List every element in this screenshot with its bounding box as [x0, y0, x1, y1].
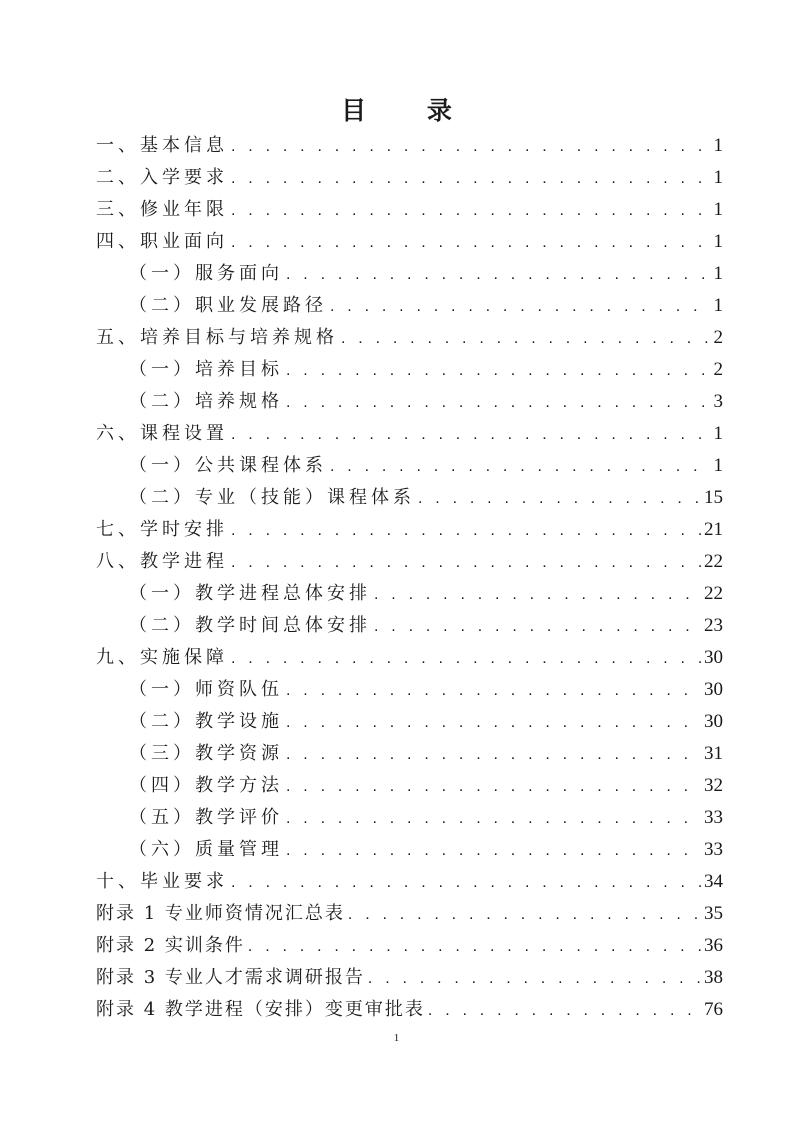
- toc-entry-label: 八、教学进程: [96, 551, 228, 572]
- toc-entry-page-number: 1: [713, 295, 723, 316]
- toc-entry-page-number: 22: [704, 551, 723, 572]
- toc-dot-leader: [286, 259, 711, 291]
- toc-entry-label: （六）质量管理: [129, 839, 283, 860]
- toc-entry-label: 十、毕业要求: [96, 871, 228, 892]
- toc-entry[interactable]: [96, 290, 723, 322]
- toc-entry-label: （二）教学设施: [129, 711, 283, 732]
- toc-dot-leader: [368, 963, 701, 995]
- toc-entry-page-number: 2: [713, 327, 723, 348]
- toc-entry[interactable]: [96, 706, 723, 738]
- toc-entry-label: 六、课程设置: [96, 423, 228, 444]
- toc-entry-label: （二）专业（技能）课程体系: [129, 487, 415, 508]
- toc-entry-label: （一）服务面向: [129, 263, 283, 284]
- toc-dot-leader: [286, 355, 711, 387]
- toc-dot-leader: [348, 899, 701, 931]
- toc-entry[interactable]: [96, 258, 723, 290]
- toc-dot-leader: [231, 867, 701, 899]
- toc-dot-leader: [341, 323, 711, 355]
- toc-entry-label: （一）师资队伍: [129, 679, 283, 700]
- toc-entry-page-number: 21: [704, 519, 723, 540]
- toc-entry[interactable]: [96, 770, 723, 802]
- toc-dot-leader: [248, 931, 701, 963]
- toc-dot-leader: [231, 547, 701, 579]
- toc-entry-label: 七、学时安排: [96, 519, 228, 540]
- toc-entry-page-number: 15: [704, 487, 723, 508]
- toc-dot-leader: [286, 675, 701, 707]
- toc-entry-label: 二、入学要求: [96, 167, 228, 188]
- toc-entry-page-number: 1: [713, 231, 723, 252]
- toc-entry[interactable]: [96, 994, 723, 1026]
- toc-entry[interactable]: [96, 322, 723, 354]
- toc-entry[interactable]: [96, 386, 723, 418]
- toc-dot-leader: [231, 227, 711, 259]
- toc-entry-page-number: 23: [704, 615, 723, 636]
- table-of-contents: [96, 130, 723, 1026]
- toc-entry-page-number: 22: [704, 583, 723, 604]
- toc-entry-page-number: 36: [704, 935, 723, 956]
- toc-entry[interactable]: [96, 802, 723, 834]
- toc-entry[interactable]: [96, 866, 723, 898]
- toc-entry-label: （一）公共课程体系: [129, 455, 327, 476]
- toc-entry-label: 九、实施保障: [96, 647, 228, 668]
- toc-entry-label: 附录 2 实训条件: [96, 935, 245, 956]
- toc-dot-leader: [231, 163, 711, 195]
- toc-dot-leader: [418, 483, 701, 515]
- toc-dot-leader: [231, 643, 701, 675]
- toc-entry[interactable]: [96, 930, 723, 962]
- toc-entry-page-number: 76: [704, 999, 723, 1020]
- toc-entry[interactable]: [96, 642, 723, 674]
- toc-entry-page-number: 1: [713, 135, 723, 156]
- toc-entry-label: （一）教学进程总体安排: [129, 583, 371, 604]
- toc-entry-label: （一）培养目标: [129, 359, 283, 380]
- toc-entry-label: 五、培养目标与培养规格: [96, 327, 338, 348]
- toc-entry[interactable]: [96, 130, 723, 162]
- toc-entry[interactable]: [96, 578, 723, 610]
- toc-entry[interactable]: [96, 610, 723, 642]
- toc-entry-label: 附录 1 专业师资情况汇总表: [96, 903, 345, 924]
- toc-entry-label: （五）教学评价: [129, 807, 283, 828]
- toc-entry-page-number: 35: [704, 903, 723, 924]
- toc-entry[interactable]: [96, 194, 723, 226]
- toc-entry-label: 三、修业年限: [96, 199, 228, 220]
- toc-entry-label: 一、基本信息: [96, 135, 228, 156]
- toc-entry-page-number: 30: [704, 647, 723, 668]
- toc-entry-page-number: 30: [704, 711, 723, 732]
- toc-entry-page-number: 34: [704, 871, 723, 892]
- toc-entry[interactable]: [96, 898, 723, 930]
- toc-entry-page-number: 30: [704, 679, 723, 700]
- toc-dot-leader: [428, 995, 701, 1027]
- toc-dot-leader: [330, 291, 711, 323]
- toc-dot-leader: [231, 419, 711, 451]
- toc-entry[interactable]: [96, 226, 723, 258]
- toc-entry[interactable]: [96, 674, 723, 706]
- toc-entry[interactable]: [96, 834, 723, 866]
- toc-entry[interactable]: [96, 962, 723, 994]
- toc-entry-page-number: 1: [713, 423, 723, 444]
- toc-entry[interactable]: [96, 482, 723, 514]
- toc-entry[interactable]: [96, 418, 723, 450]
- page-title: 目 录: [341, 96, 478, 125]
- toc-entry-label: （二）教学时间总体安排: [129, 615, 371, 636]
- toc-entry-page-number: 3: [713, 391, 723, 412]
- toc-entry-page-number: 38: [704, 967, 723, 988]
- toc-entry-page-number: 33: [704, 839, 723, 860]
- toc-entry-page-number: 31: [704, 743, 723, 764]
- toc-dot-leader: [286, 707, 701, 739]
- toc-dot-leader: [286, 387, 711, 419]
- toc-entry[interactable]: [96, 162, 723, 194]
- toc-dot-leader: [286, 739, 701, 771]
- toc-entry[interactable]: [96, 514, 723, 546]
- toc-dot-leader: [231, 131, 711, 163]
- toc-entry[interactable]: [96, 450, 723, 482]
- toc-entry-label: （二）培养规格: [129, 391, 283, 412]
- toc-entry-page-number: 1: [713, 455, 723, 476]
- toc-entry-page-number: 33: [704, 807, 723, 828]
- toc-entry-page-number: 2: [713, 359, 723, 380]
- toc-dot-leader: [231, 515, 701, 547]
- toc-dot-leader: [374, 611, 701, 643]
- toc-entry-label: （二）职业发展路径: [129, 295, 327, 316]
- toc-dot-leader: [286, 771, 701, 803]
- toc-dot-leader: [286, 835, 701, 867]
- footer-page-number: 1: [393, 1032, 400, 1044]
- toc-entry-label: 附录 3 专业人才需求调研报告: [96, 967, 365, 988]
- toc-dot-leader: [374, 579, 701, 611]
- toc-entry-page-number: 32: [704, 775, 723, 796]
- toc-entry-label: （三）教学资源: [129, 743, 283, 764]
- toc-entry-label: 附录 4 教学进程（安排）变更审批表: [96, 999, 425, 1020]
- toc-entry-page-number: 1: [713, 263, 723, 284]
- toc-dot-leader: [330, 451, 711, 483]
- toc-entry[interactable]: [96, 546, 723, 578]
- toc-entry[interactable]: [96, 738, 723, 770]
- toc-entry-page-number: 1: [713, 167, 723, 188]
- toc-entry[interactable]: [96, 354, 723, 386]
- toc-dot-leader: [286, 803, 701, 835]
- toc-entry-label: 四、职业面向: [96, 231, 228, 252]
- toc-dot-leader: [231, 195, 711, 227]
- toc-entry-label: （四）教学方法: [129, 775, 283, 796]
- toc-entry-page-number: 1: [713, 199, 723, 220]
